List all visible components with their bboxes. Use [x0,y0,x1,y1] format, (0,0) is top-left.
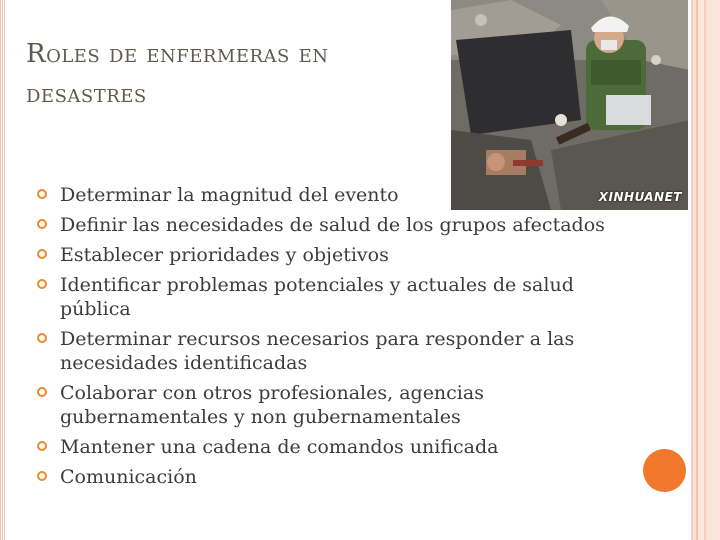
photo-caption: XINHUANET [598,190,682,204]
list-item [35,273,615,321]
bullet-ring-icon [37,249,47,259]
orange-circle-decoration [643,449,686,492]
bullet-text: Identificar problemas potenciales y actuales de salud pública [60,274,574,320]
slide-title: Roles de enfermeras en desastres [26,39,329,109]
list-item [35,213,615,237]
bullet-text: Establecer prioridades y objetivos [60,244,389,266]
list-item [35,327,615,375]
list-item [35,381,615,429]
list-item [35,435,615,459]
bullet-text: Determinar recursos necesarios para responder a las necesidades identificadas [60,328,575,374]
disaster-rescue-photo [451,0,690,210]
bullet-ring-icon [37,219,47,229]
bullet-list [35,183,615,495]
bullet-ring-icon [37,387,47,397]
list-item [35,465,615,489]
bullet-ring-icon [37,471,47,481]
left-border-stripe [0,0,6,540]
bullet-text: Mantener una cadena de comandos unificada [60,436,499,458]
bullet-ring-icon [37,441,47,451]
bullet-text: Colaborar con otros profesionales, agencias gubernamentales y non gubernamentales [60,382,484,428]
list-item [35,183,615,207]
bullet-ring-icon [37,189,47,199]
bullet-ring-icon [37,279,47,289]
photo-illustration [451,0,690,210]
right-border-stripe [688,0,720,540]
list-item [35,243,615,267]
bullet-text: Definir las necesidades de salud de los grupos afectados [60,214,605,236]
bullet-ring-icon [37,333,47,343]
bullet-text: Comunicación [60,466,197,488]
bullet-text: Determinar la magnitud del evento [60,184,399,206]
